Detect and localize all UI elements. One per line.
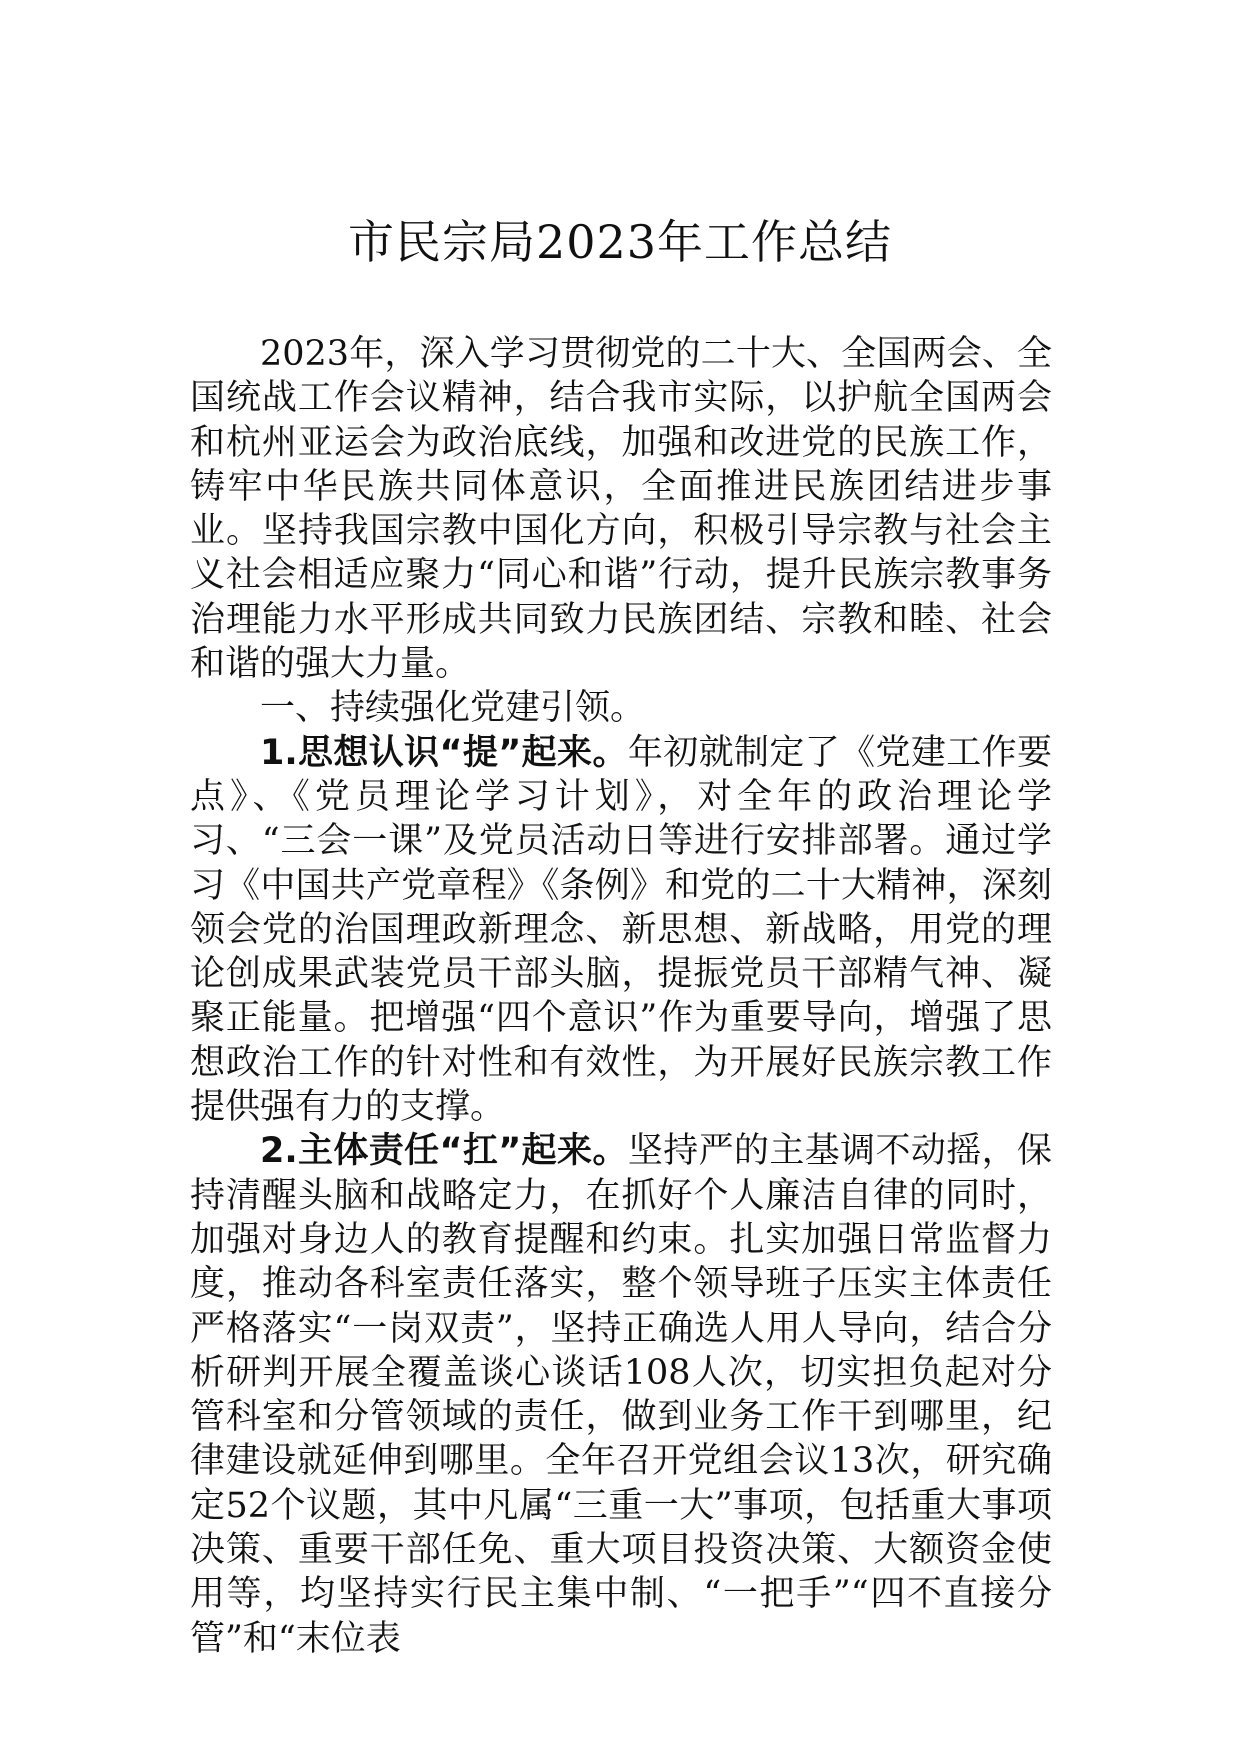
document-body bbox=[190, 332, 1052, 1661]
item-paragraph-2 bbox=[190, 1129, 1052, 1661]
item-lead-2: 2.主体责任“扛”起来。 bbox=[260, 1131, 628, 1172]
document-title: 市民宗局2023年工作总结 bbox=[347, 215, 893, 269]
item-lead-1: 1.思想认识“提”起来。 bbox=[260, 732, 628, 773]
intro-paragraph: 2023年，深入学习贯彻党的二十大、全国两会、全国统战工作会议精神，结合我市实际，以护航全国两会和杭州亚运会为政治底线，加强和改进党的民族工作，铸牢中华民族共同体意识，全面推进民族团结进步事业。坚持我国宗教中国化方向，积极引导宗教与社会主义社会相适应聚力“同心和谐”行动，提升民族宗教事务治理能力水平形成共同致力民族团结、宗教和睦、社会和谐的强大力量。 bbox=[190, 334, 1052, 685]
item-text-2: 坚持严的主基调不动摇，保持清醒头脑和战略定力，在抓好个人廉洁自律的同时，加强对身边人的教育提醒和约束。扎实加强日常监督力度，推动各科室责任落实，整个领导班子压实主体责任严格落实“一岗双责”，坚持正确选人用人导向，结合分析研判开展全覆盖谈心谈话108人次，切实担负起对分管科室和分管领域的责任，做到业务工作干到哪里，纪律建设就延伸到哪里。全年召开党组会议13次，研究确定52个议题，其中凡属“三重一大”事项，包括重大事项决策、重要干部任免、重大项目投资决策、大额资金使用等，均坚持实行民主集中制、“一把手”“四不直接分管”和“末位表 bbox=[190, 1131, 1052, 1659]
item-text-1: 年初就制定了《党建工作要点》、《党员理论学习计划》，对全年的政治理论学习、“三会一课”及党员活动日等进行安排部署。通过学习《中国共产党章程》《条例》和党的二十大精神，深刻领会党的治国理政新理念、新思想、新战略，用党的理论创成果武装党员干部头脑，提振党员干部精气神、凝聚正能量。把增强“四个意识”作为重要导向，增强了思想政治工作的针对性和有效性，为开展好民族宗教工作提供强有力的支撑。 bbox=[190, 732, 1052, 1128]
item-paragraph-1 bbox=[190, 731, 1052, 1130]
section-heading: 一、持续强化党建引领。 bbox=[260, 688, 646, 729]
